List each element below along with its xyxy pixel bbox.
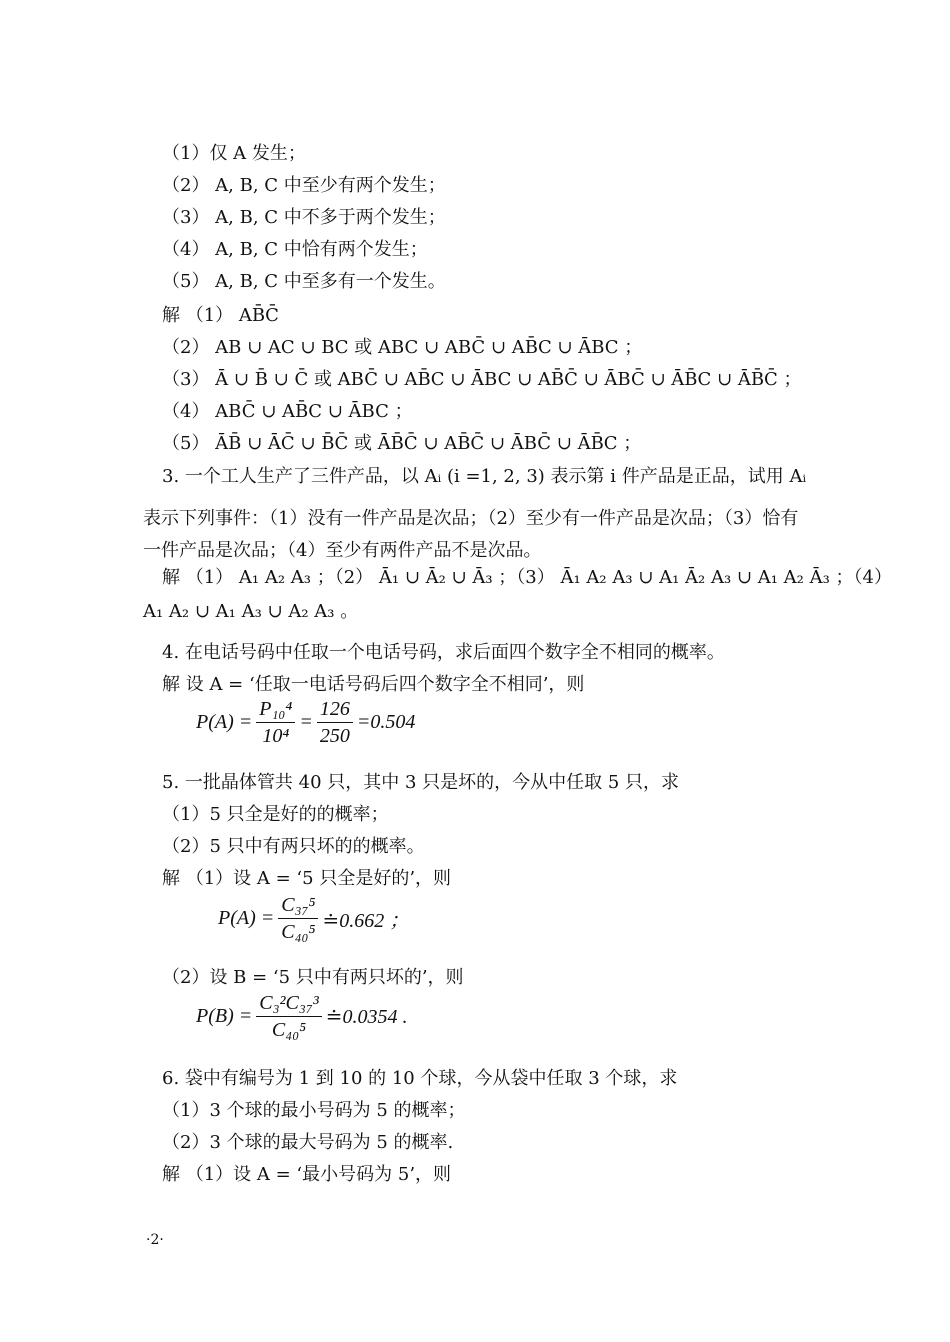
text-line: （5） A, B, C 中至多有一个发生。	[162, 271, 446, 292]
fraction-numerator: C₃²C₃₇³	[256, 992, 322, 1017]
text-line: （4） ABC̄ ∪ AB̄C ∪ ĀBC ；	[162, 401, 413, 422]
equation	[218, 894, 409, 943]
text-line: （1）3 个球的最小号码为 5 的概率；	[162, 1100, 466, 1121]
fraction-denominator: C₄₀⁵	[271, 1019, 307, 1041]
fraction	[278, 894, 318, 943]
text-line: 5. 一批晶体管共 40 只，其中 3 只是坏的，今从中任取 5 只，求	[162, 772, 680, 793]
text-line: （2） A, B, C 中至少有两个发生；	[162, 175, 446, 196]
text-line: 表示下列事件：（1）没有一件产品是次品；（2）至少有一件产品是次品；（3）恰有	[143, 508, 799, 529]
text-line: （1）5 只全是好的的概率；	[162, 804, 389, 825]
fraction-denominator: 250	[319, 725, 350, 747]
text-line: （2）3 个球的最大号码为 5 的概率.	[162, 1132, 454, 1153]
equation-rhs: =0.504	[356, 711, 416, 733]
page-number: ·2·	[146, 1232, 164, 1248]
fraction-numerator: P₁₀⁴	[256, 698, 295, 723]
text-line: 4. 在电话号码中任取一个电话号码，求后面四个数字全不相同的概率。	[162, 642, 725, 663]
equation-rhs: ≐0.0354 .	[325, 1006, 408, 1028]
fraction	[256, 698, 295, 747]
text-line: 解 （1）设 A = ‘5 只全是好的’，则	[162, 868, 452, 889]
text-line: 解 设 A = ‘任取一电话号码后四个数字全不相同’，则	[162, 674, 585, 695]
text-line: （1）仅 A 发生；	[162, 143, 306, 164]
text-line: （2）设 B = ‘5 只中有两只坏的’，则	[162, 967, 464, 988]
text-line: （2） AB ∪ AC ∪ BC 或 ABC ∪ ABC̄ ∪ AB̄C ∪ ĀBC ；	[162, 337, 643, 358]
fraction-denominator: 10⁴	[262, 725, 290, 747]
text-line: （4） A, B, C 中恰有两个发生；	[162, 239, 428, 260]
fraction-numerator: 126	[317, 698, 353, 723]
fraction	[256, 992, 322, 1041]
text-line: （3） Ā ∪ B̄ ∪ C̄ 或 ABC̄ ∪ AB̄C ∪ ĀBC ∪ AB̄C̄ ∪ ĀBC̄ ∪ ĀB̄C ∪ ĀB̄C̄ ；	[162, 369, 802, 390]
fraction-denominator: C₄₀⁵	[281, 921, 316, 943]
equation-lhs: P(A) =	[196, 711, 253, 733]
fraction	[317, 698, 353, 747]
text-line: 解 （1） A₁ A₂ A₃ ；（2） Ā₁ ∪ Ā₂ ∪ Ā₃ ；（3） Ā₁ A₂ A₃ ∪ A₁ Ā₂ A₃ ∪ A₁ A₂ Ā₃ ；（4）	[162, 567, 892, 588]
equation	[196, 698, 415, 747]
equation-lhs: P(A) =	[218, 907, 275, 929]
fraction-numerator: C₃₇⁵	[278, 894, 318, 919]
equation-lhs: P(B) =	[196, 1005, 253, 1027]
text-line: （3） A, B, C 中不多于两个发生；	[162, 207, 446, 228]
text-line: 3. 一个工人生产了三件产品，以 Aᵢ (i =1, 2, 3) 表示第 i 件产品是正品，试用 Aᵢ	[162, 466, 807, 487]
text-line: 解 （1）设 A = ‘最小号码为 5’，则	[162, 1164, 452, 1185]
text-line: A₁ A₂ ∪ A₁ A₃ ∪ A₂ A₃ 。	[143, 601, 359, 622]
text-line: 一件产品是次品；（4）至少有两件产品不是次品。	[143, 540, 542, 561]
text-line: 解 （1） AB̄C̄	[162, 305, 279, 326]
equation-rhs: ≐0.662 ；	[322, 910, 410, 932]
equation	[196, 992, 408, 1041]
text-line: （5） ĀB̄ ∪ ĀC̄ ∪ B̄C̄ 或 ĀB̄C̄ ∪ AB̄C̄ ∪ ĀBC̄ ∪ ĀB̄C ；	[162, 433, 642, 454]
equation-equals: =	[299, 711, 313, 733]
text-line: （2）5 只中有两只坏的的概率。	[162, 836, 425, 857]
text-line: 6. 袋中有编号为 1 到 10 的 10 个球，今从袋中任取 3 个球，求	[162, 1068, 678, 1089]
